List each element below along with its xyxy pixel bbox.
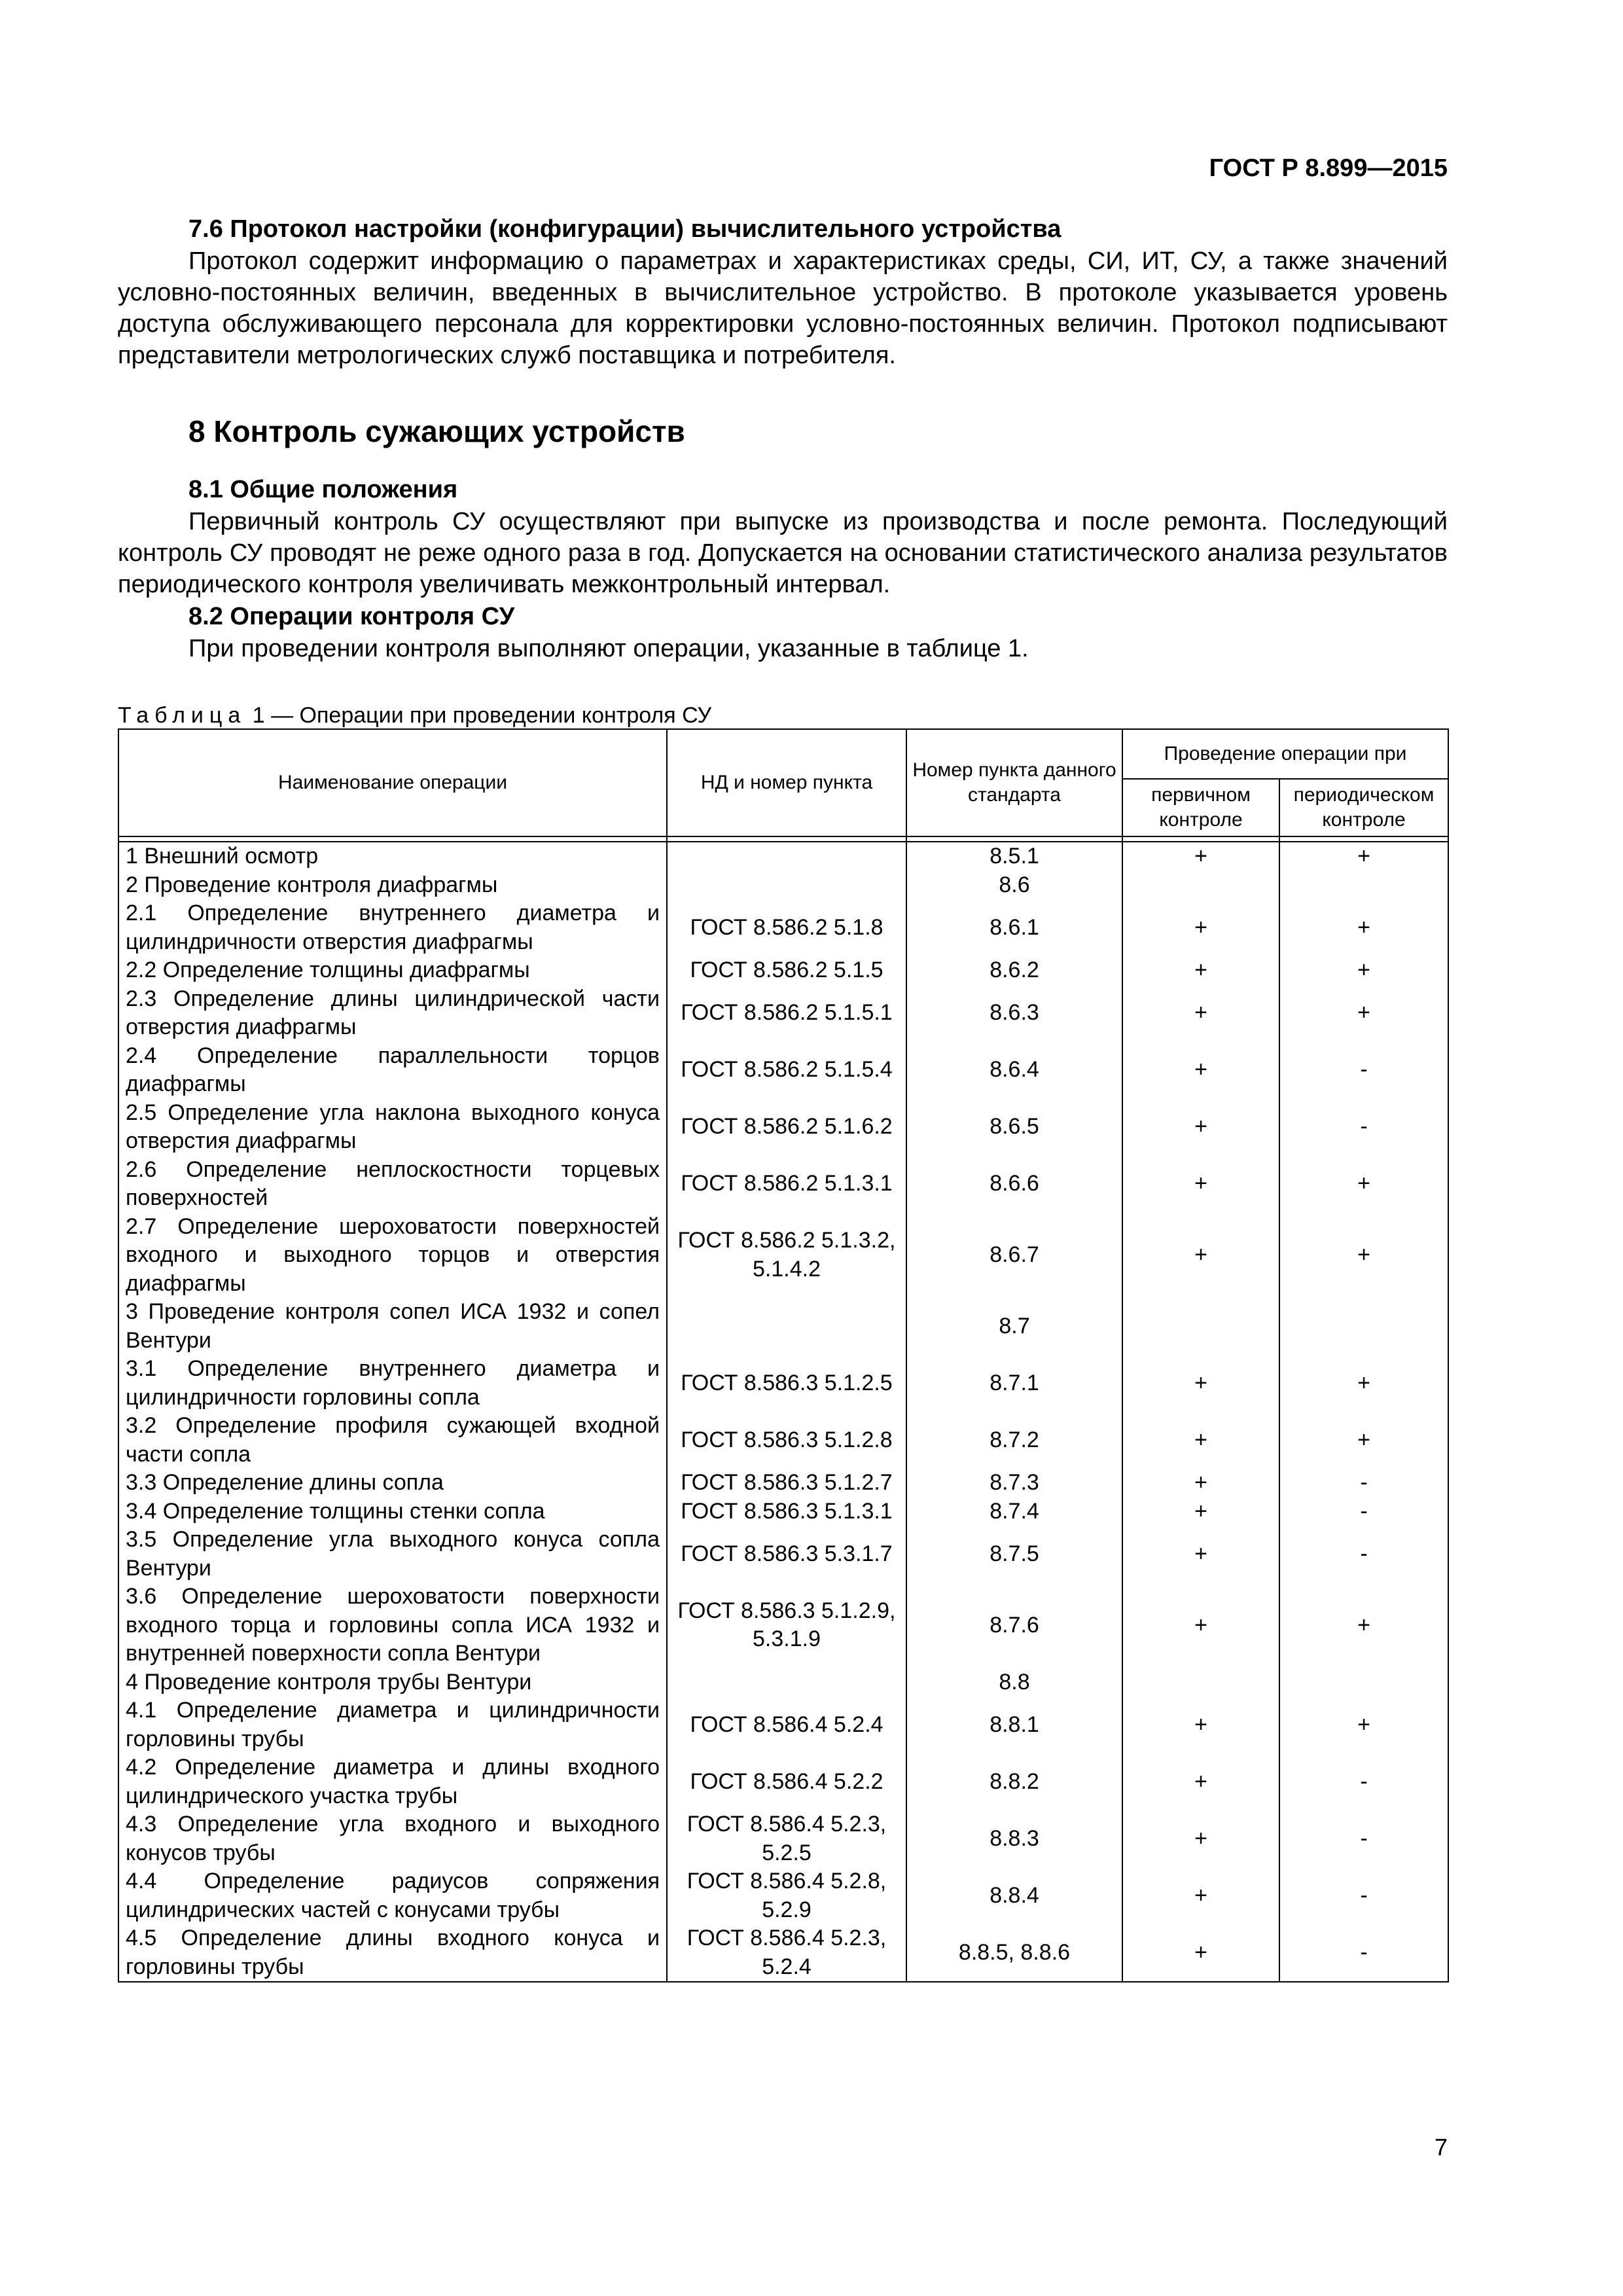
cell-operation: 4.4 Определение радиусов сопряжения цилиндрических частей с конусами трубы <box>118 1867 667 1924</box>
cell-nd: ГОСТ 8.586.4 5.2.4 <box>667 1696 906 1753</box>
table-row <box>118 1355 1448 1412</box>
cell-periodic: - <box>1279 1810 1448 1867</box>
cell-periodic: - <box>1279 1498 1448 1526</box>
cell-nd <box>667 1298 906 1355</box>
cell-periodic <box>1279 871 1448 900</box>
cell-primary: + <box>1122 1526 1279 1583</box>
cell-clause: 8.6.6 <box>906 1156 1122 1213</box>
cell-operation: 2 Проведение контроля диафрагмы <box>118 871 667 900</box>
cell-clause: 8.8.2 <box>906 1753 1122 1810</box>
cell-primary <box>1122 1668 1279 1697</box>
cell-operation: 4.2 Определение диаметра и длины входного цилиндрического участка трубы <box>118 1753 667 1810</box>
cell-operation: 2.6 Определение неплоскостности торцевых поверхностей <box>118 1156 667 1213</box>
cell-primary: + <box>1122 1810 1279 1867</box>
cell-primary: + <box>1122 1042 1279 1099</box>
cell-periodic: + <box>1279 899 1448 956</box>
table-row <box>118 1810 1448 1867</box>
cell-clause: 8.6.7 <box>906 1213 1122 1299</box>
page-content <box>118 213 1448 1982</box>
section-8-1-text: Первичный контроль СУ осуществляют при выпуске из производства и после ремонта. Последующий контроль СУ проводят не реже одного раза в год. Допускается на основании статистического анализа результатов периодического контроля увеличивать межконтрольный интервал. <box>118 508 1448 598</box>
cell-operation: 1 Внешний осмотр <box>118 842 667 871</box>
cell-nd: ГОСТ 8.586.3 5.1.2.9, 5.3.1.9 <box>667 1583 906 1668</box>
cell-clause: 8.8.5, 8.8.6 <box>906 1924 1122 1982</box>
cell-operation: 2.5 Определение угла наклона выходного конуса отверстия диафрагмы <box>118 1099 667 1156</box>
cell-periodic: - <box>1279 1753 1448 1810</box>
table-row <box>118 1498 1448 1526</box>
cell-clause: 8.7.2 <box>906 1412 1122 1469</box>
cell-primary: + <box>1122 1099 1279 1156</box>
cell-periodic: - <box>1279 1099 1448 1156</box>
cell-clause: 8.8.4 <box>906 1867 1122 1924</box>
cell-clause: 8.7.4 <box>906 1498 1122 1526</box>
cell-nd: ГОСТ 8.586.3 5.1.3.1 <box>667 1498 906 1526</box>
table-row <box>118 1753 1448 1810</box>
cell-primary: + <box>1122 899 1279 956</box>
cell-periodic: - <box>1279 1042 1448 1099</box>
table-row <box>118 1213 1448 1299</box>
cell-primary: + <box>1122 1469 1279 1498</box>
table-row <box>118 1156 1448 1213</box>
cell-operation: 3.6 Определение шероховатости поверхности входного торца и горловины сопла ИСА 1932 и внутренней поверхности сопла Вентури <box>118 1583 667 1668</box>
cell-operation: 3.5 Определение угла выходного конуса сопла Вентури <box>118 1526 667 1583</box>
cell-operation: 4.1 Определение диаметра и цилиндричности горловины трубы <box>118 1696 667 1753</box>
page-number: 7 <box>1434 2134 1448 2161</box>
table-caption-rest: 1 — Операции при проведении контроля СУ <box>246 703 712 728</box>
document-code: ГОСТ Р 8.899—2015 <box>1209 154 1448 182</box>
cell-clause: 8.7 <box>906 1298 1122 1355</box>
cell-clause: 8.6 <box>906 871 1122 900</box>
cell-nd: ГОСТ 8.586.2 5.1.5.1 <box>667 985 906 1042</box>
header-primary: первичном контроле <box>1122 779 1279 836</box>
cell-nd <box>667 1668 906 1697</box>
table-row <box>118 985 1448 1042</box>
cell-nd: ГОСТ 8.586.2 5.1.6.2 <box>667 1099 906 1156</box>
table-row <box>118 871 1448 900</box>
cell-periodic: - <box>1279 1469 1448 1498</box>
cell-periodic <box>1279 1298 1448 1355</box>
cell-operation: 3.2 Определение профиля сужающей входной части сопла <box>118 1412 667 1469</box>
table-row <box>118 1298 1448 1355</box>
table-row <box>118 1099 1448 1156</box>
cell-clause: 8.7.6 <box>906 1583 1122 1668</box>
cell-periodic: + <box>1279 1583 1448 1668</box>
cell-periodic: - <box>1279 1526 1448 1583</box>
cell-primary: + <box>1122 842 1279 871</box>
cell-nd: ГОСТ 8.586.4 5.2.3, 5.2.4 <box>667 1924 906 1982</box>
section-8-2-text: При проведении контроля выполняют операции, указанные в таблице 1. <box>188 635 1029 662</box>
cell-periodic <box>1279 1668 1448 1697</box>
table-row <box>118 1469 1448 1498</box>
section-7-6-text: Протокол содержит информацию о параметрах и характеристиках среды, СИ, ИТ, СУ, а также значений условно-постоянных величин, введенных в вычислительное устройство. В протоколе указывается уровень доступа обслуживающего персонала для корректировки условно-постоянных величин. Протокол подписывают представители метрологических служб поставщика и потребителя. <box>118 247 1448 369</box>
cell-periodic: + <box>1279 842 1448 871</box>
table-body <box>118 842 1448 1982</box>
cell-nd: ГОСТ 8.586.3 5.3.1.7 <box>667 1526 906 1583</box>
cell-clause: 8.6.2 <box>906 956 1122 985</box>
section-7-6-title: 7.6 Протокол настройки (конфигурации) вычислительного устройства <box>188 215 1061 243</box>
table-row <box>118 956 1448 985</box>
header-performing: Проведение операции при <box>1122 729 1448 779</box>
cell-clause: 8.6.1 <box>906 899 1122 956</box>
cell-primary: + <box>1122 1498 1279 1526</box>
cell-operation: 3.1 Определение внутреннего диаметра и цилиндричности горловины сопла <box>118 1355 667 1412</box>
cell-periodic: + <box>1279 956 1448 985</box>
table-row <box>118 1042 1448 1099</box>
cell-nd: ГОСТ 8.586.2 5.1.5.4 <box>667 1042 906 1099</box>
cell-primary: + <box>1122 1213 1279 1299</box>
header-periodic: периодическом контроле <box>1279 779 1448 836</box>
table-caption-prefix: Таблица <box>118 703 247 728</box>
table-row <box>118 1924 1448 1982</box>
table-row <box>118 1668 1448 1697</box>
cell-operation: 2.4 Определение параллельности торцов диафрагмы <box>118 1042 667 1099</box>
cell-operation: 2.2 Определение толщины диафрагмы <box>118 956 667 985</box>
section-8-1-title: 8.1 Общие положения <box>188 476 458 503</box>
cell-primary: + <box>1122 1583 1279 1668</box>
cell-nd: ГОСТ 8.586.2 5.1.5 <box>667 956 906 985</box>
cell-primary: + <box>1122 985 1279 1042</box>
cell-periodic: + <box>1279 1213 1448 1299</box>
cell-nd <box>667 842 906 871</box>
table-row <box>118 1867 1448 1924</box>
cell-periodic: + <box>1279 1355 1448 1412</box>
cell-clause: 8.8.1 <box>906 1696 1122 1753</box>
cell-primary: + <box>1122 1924 1279 1982</box>
cell-periodic: - <box>1279 1924 1448 1982</box>
header-standard-clause: Номер пункта данного стандарта <box>906 729 1122 836</box>
header-nd-clause: НД и номер пункта <box>667 729 906 836</box>
cell-primary: + <box>1122 1696 1279 1753</box>
cell-primary: + <box>1122 1355 1279 1412</box>
table-row <box>118 842 1448 871</box>
cell-operation: 3.3 Определение длины сопла <box>118 1469 667 1498</box>
cell-nd <box>667 871 906 900</box>
cell-primary <box>1122 871 1279 900</box>
cell-operation: 2.7 Определение шероховатости поверхностей входного и выходного торцов и отверстия диафрагмы <box>118 1213 667 1299</box>
cell-primary: + <box>1122 1753 1279 1810</box>
cell-operation: 4.3 Определение угла входного и выходного конусов трубы <box>118 1810 667 1867</box>
cell-nd: ГОСТ 8.586.3 5.1.2.5 <box>667 1355 906 1412</box>
cell-clause: 8.7.3 <box>906 1469 1122 1498</box>
table-row <box>118 1412 1448 1469</box>
cell-primary: + <box>1122 956 1279 985</box>
cell-operation: 3.4 Определение толщины стенки сопла <box>118 1498 667 1526</box>
cell-nd: ГОСТ 8.586.4 5.2.2 <box>667 1753 906 1810</box>
cell-clause: 8.6.5 <box>906 1099 1122 1156</box>
cell-primary: + <box>1122 1867 1279 1924</box>
cell-nd: ГОСТ 8.586.2 5.1.3.1 <box>667 1156 906 1213</box>
cell-operation: 4.5 Определение длины входного конуса и горловины трубы <box>118 1924 667 1982</box>
cell-nd: ГОСТ 8.586.2 5.1.3.2, 5.1.4.2 <box>667 1213 906 1299</box>
cell-periodic: - <box>1279 1867 1448 1924</box>
cell-nd: ГОСТ 8.586.4 5.2.3, 5.2.5 <box>667 1810 906 1867</box>
cell-operation: 2.1 Определение внутреннего диаметра и цилиндричности отверстия диафрагмы <box>118 899 667 956</box>
section-8-2-title: 8.2 Операции контроля СУ <box>188 603 515 630</box>
cell-primary: + <box>1122 1156 1279 1213</box>
cell-clause: 8.6.4 <box>906 1042 1122 1099</box>
cell-operation: 3 Проведение контроля сопел ИСА 1932 и сопел Вентури <box>118 1298 667 1355</box>
cell-clause: 8.7.5 <box>906 1526 1122 1583</box>
cell-operation: 2.3 Определение длины цилиндрической части отверстия диафрагмы <box>118 985 667 1042</box>
header-operation-name: Наименование операции <box>118 729 667 836</box>
table-row <box>118 1526 1448 1583</box>
table-row <box>118 899 1448 956</box>
cell-clause: 8.8.3 <box>906 1810 1122 1867</box>
table-row <box>118 1583 1448 1668</box>
cell-nd: ГОСТ 8.586.4 5.2.8, 5.2.9 <box>667 1867 906 1924</box>
cell-periodic: + <box>1279 1412 1448 1469</box>
operations-table <box>118 728 1449 1982</box>
table-caption <box>118 702 1448 728</box>
cell-nd: ГОСТ 8.586.3 5.1.2.8 <box>667 1412 906 1469</box>
cell-primary: + <box>1122 1412 1279 1469</box>
cell-periodic: + <box>1279 1696 1448 1753</box>
cell-periodic: + <box>1279 1156 1448 1213</box>
cell-clause: 8.5.1 <box>906 842 1122 871</box>
cell-clause: 8.7.1 <box>906 1355 1122 1412</box>
cell-operation: 4 Проведение контроля трубы Вентури <box>118 1668 667 1697</box>
cell-nd: ГОСТ 8.586.3 5.1.2.7 <box>667 1469 906 1498</box>
cell-clause: 8.6.3 <box>906 985 1122 1042</box>
cell-nd: ГОСТ 8.586.2 5.1.8 <box>667 899 906 956</box>
cell-periodic: + <box>1279 985 1448 1042</box>
cell-primary <box>1122 1298 1279 1355</box>
cell-clause: 8.8 <box>906 1668 1122 1697</box>
table-row <box>118 1696 1448 1753</box>
section-8-title: 8 Контроль сужающих устройств <box>188 414 685 448</box>
